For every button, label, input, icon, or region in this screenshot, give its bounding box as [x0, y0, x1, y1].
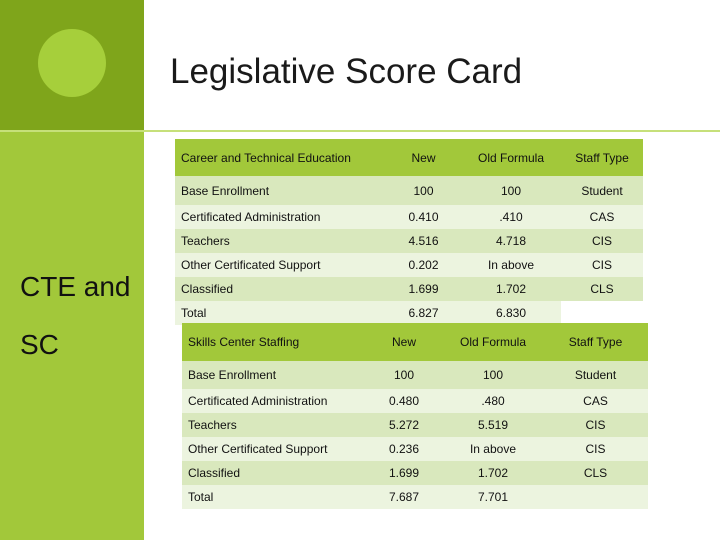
- table-cell: Student: [561, 176, 643, 205]
- side-label-line-2: SC: [20, 329, 59, 360]
- table-cell: 7.687: [365, 485, 443, 509]
- table-cell: CIS: [543, 413, 648, 437]
- table-cell: 1.699: [386, 277, 461, 301]
- table-cell: [561, 301, 643, 325]
- side-label-line-1: CTE and: [20, 271, 131, 302]
- table-cell: 100: [365, 361, 443, 389]
- table-cell: Other Certificated Support: [175, 253, 386, 277]
- table-cell: 6.830: [461, 301, 561, 325]
- header-cell: New: [365, 323, 443, 361]
- table-cell: Teachers: [182, 413, 365, 437]
- skills-center-score-table: [182, 323, 648, 509]
- table-cell: Classified: [175, 277, 386, 301]
- table-cell: Base Enrollment: [182, 361, 365, 389]
- table-row: [175, 253, 643, 277]
- table-row: [182, 413, 648, 437]
- header-divider: [0, 130, 720, 132]
- decorative-circle: [38, 29, 106, 97]
- table-cell: Certificated Administration: [175, 205, 386, 229]
- table-row: [175, 205, 643, 229]
- table-row: [175, 277, 643, 301]
- table-cell: 100: [443, 361, 543, 389]
- header-cell: Skills Center Staffing: [182, 323, 365, 361]
- table-cell: Base Enrollment: [175, 176, 386, 205]
- header-cell: Staff Type: [543, 323, 648, 361]
- table-cell: In above: [461, 253, 561, 277]
- table-cell: 6.827: [386, 301, 461, 325]
- table-cell: 1.699: [365, 461, 443, 485]
- table-cell: CLS: [561, 277, 643, 301]
- table-cell: CLS: [543, 461, 648, 485]
- header-cell: Old Formula: [443, 323, 543, 361]
- table-header-row: [175, 139, 643, 176]
- table-row: [182, 437, 648, 461]
- header-cell: New: [386, 139, 461, 176]
- table-cell: [543, 485, 648, 509]
- header-cell: Old Formula: [461, 139, 561, 176]
- table-cell: 100: [461, 176, 561, 205]
- cte-score-table: [175, 139, 643, 325]
- table-cell: 0.410: [386, 205, 461, 229]
- table-cell: 5.519: [443, 413, 543, 437]
- table-cell: .410: [461, 205, 561, 229]
- table-cell: CIS: [561, 229, 643, 253]
- table-row: [182, 485, 648, 509]
- table-cell: CIS: [543, 437, 648, 461]
- table-cell: 1.702: [461, 277, 561, 301]
- table-cell: Total: [175, 301, 386, 325]
- side-label: [20, 258, 140, 374]
- table-cell: 5.272: [365, 413, 443, 437]
- table-cell: 100: [386, 176, 461, 205]
- table-row: [175, 229, 643, 253]
- table-cell: CAS: [561, 205, 643, 229]
- table-row: [175, 176, 643, 205]
- table-cell: Teachers: [175, 229, 386, 253]
- header-cell: Career and Technical Education: [175, 139, 386, 176]
- table-cell: Classified: [182, 461, 365, 485]
- table-row: [175, 301, 643, 325]
- header-cell: Staff Type: [561, 139, 643, 176]
- table-cell: 4.516: [386, 229, 461, 253]
- table-row: [182, 461, 648, 485]
- slide-title: Legislative Score Card: [170, 52, 523, 91]
- table-cell: Student: [543, 361, 648, 389]
- table-cell: .480: [443, 389, 543, 413]
- table-row: [182, 361, 648, 389]
- table-cell: 0.480: [365, 389, 443, 413]
- table-cell: 7.701: [443, 485, 543, 509]
- table-cell: Other Certificated Support: [182, 437, 365, 461]
- table-cell: In above: [443, 437, 543, 461]
- table-cell: 0.202: [386, 253, 461, 277]
- table-cell: CIS: [561, 253, 643, 277]
- table-cell: Certificated Administration: [182, 389, 365, 413]
- table-cell: Total: [182, 485, 365, 509]
- table-header-row: [182, 323, 648, 361]
- table-cell: 1.702: [443, 461, 543, 485]
- table-row: [182, 389, 648, 413]
- table-cell: 0.236: [365, 437, 443, 461]
- table-cell: CAS: [543, 389, 648, 413]
- table-cell: 4.718: [461, 229, 561, 253]
